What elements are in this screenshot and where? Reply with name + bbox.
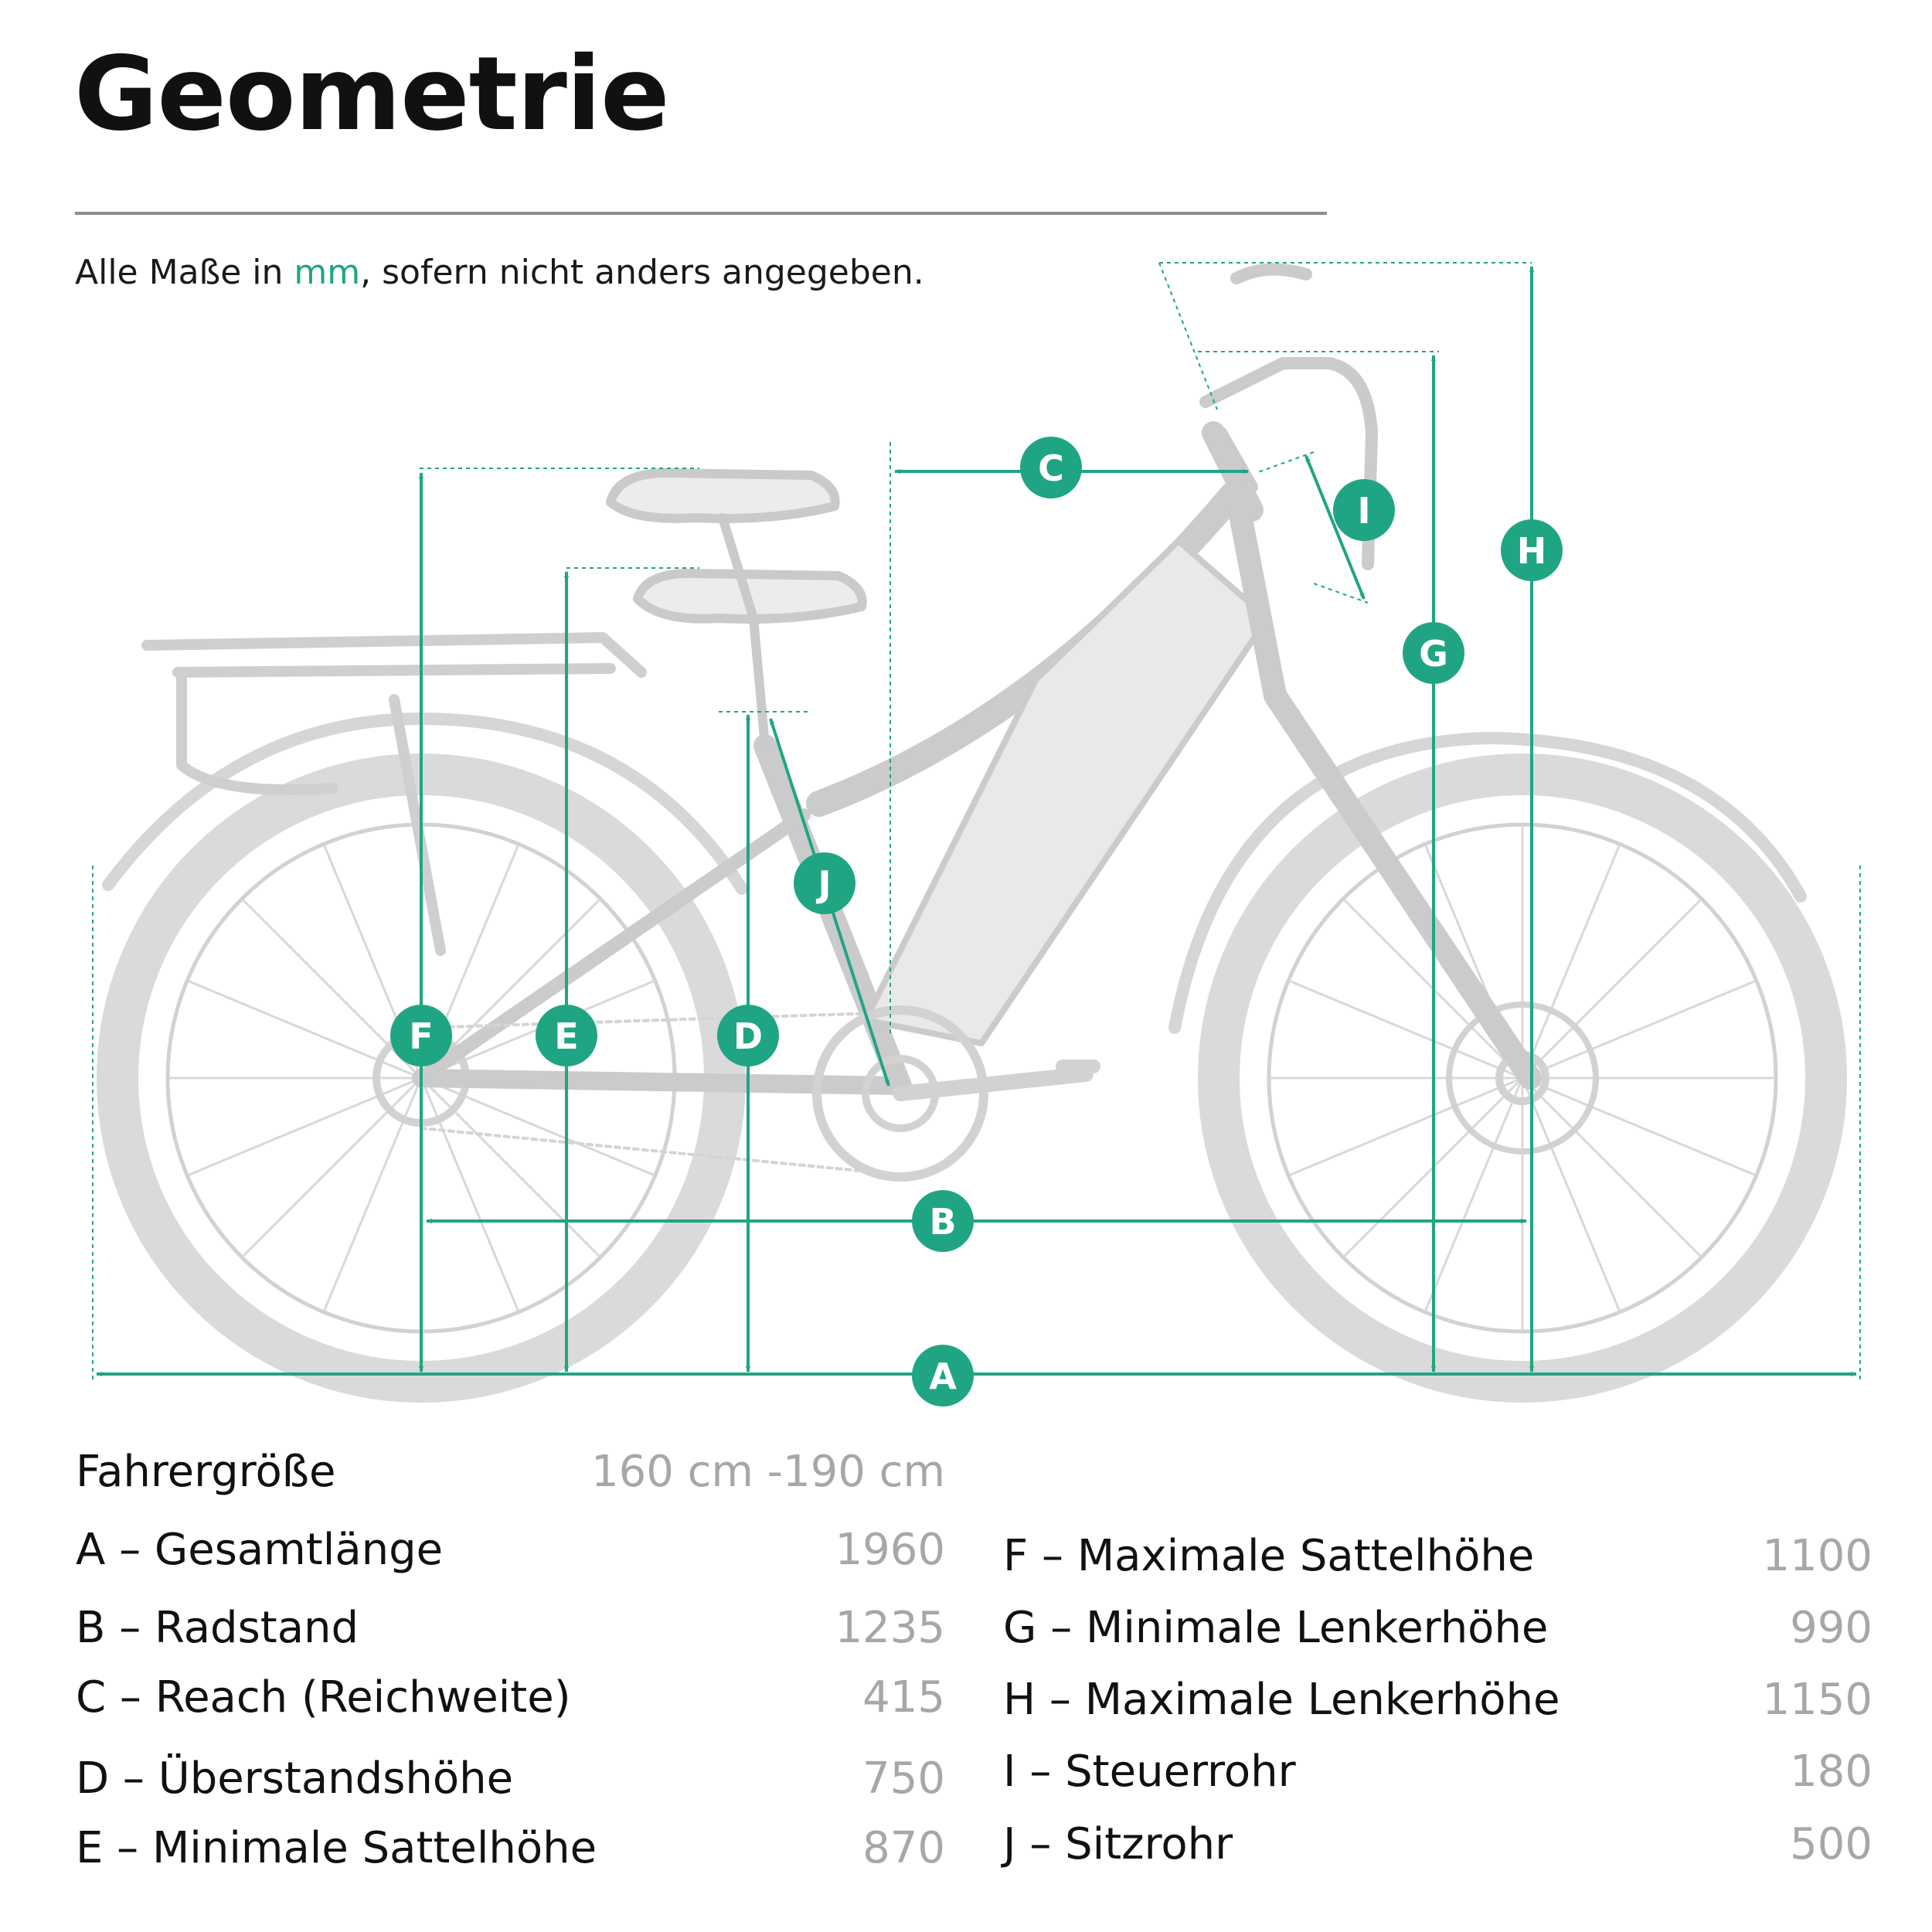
saddles xyxy=(611,473,862,746)
rider-size-label: Fahrergröße xyxy=(76,1447,336,1497)
spec-value-j: 500 xyxy=(1790,1819,1872,1869)
spec-value-f: 1100 xyxy=(1762,1531,1872,1581)
spec-label-e: E – Minimale Sattelhöhe xyxy=(76,1823,597,1873)
badge-d xyxy=(717,1005,779,1066)
spec-value-g: 990 xyxy=(1790,1603,1872,1653)
spec-value-d: 750 xyxy=(862,1753,945,1804)
rider-size-value: 160 cm -190 cm xyxy=(590,1447,945,1497)
badge-i xyxy=(1333,479,1395,541)
badge-f xyxy=(390,1005,452,1066)
spec-row-d xyxy=(76,1748,945,1810)
badge-e-label: E xyxy=(554,1015,579,1057)
spec-label-f: F – Maximale Sattelhöhe xyxy=(1003,1531,1535,1581)
spec-row-i xyxy=(1003,1741,1872,1803)
badge-j-label: J xyxy=(818,863,832,905)
spec-label-b: B – Radstand xyxy=(76,1603,359,1653)
badge-e xyxy=(536,1005,597,1066)
spec-row-f xyxy=(1003,1526,1872,1587)
badge-j xyxy=(794,852,855,914)
units-note-unit: mm xyxy=(294,253,361,292)
spec-value-i: 180 xyxy=(1790,1747,1872,1797)
badge-h xyxy=(1501,519,1563,581)
badge-c-label: C xyxy=(1038,447,1064,489)
spec-label-i: I – Steuerrohr xyxy=(1003,1747,1296,1797)
badge-b xyxy=(912,1190,974,1252)
spec-value-b: 1235 xyxy=(835,1603,945,1653)
spec-row-h xyxy=(1003,1669,1872,1731)
spec-row-b xyxy=(76,1597,945,1659)
spec-row-j xyxy=(1003,1814,1872,1876)
spec-value-e: 870 xyxy=(862,1823,945,1873)
badge-i-label: I xyxy=(1357,490,1371,532)
spec-label-d: D – Überstandshöhe xyxy=(76,1753,514,1804)
badge-g xyxy=(1403,622,1464,684)
spec-label-h: H – Maximale Lenkerhöhe xyxy=(1003,1675,1560,1725)
spec-label-j: J – Sitzrohr xyxy=(1003,1819,1233,1869)
spec-row-g xyxy=(1003,1597,1872,1659)
spec-value-h: 1150 xyxy=(1762,1675,1872,1725)
spec-label-g: G – Minimale Lenkerhöhe xyxy=(1003,1603,1549,1653)
spec-row-a xyxy=(76,1519,945,1581)
badge-b-label: B xyxy=(929,1201,957,1243)
badge-d-label: D xyxy=(733,1015,764,1057)
badge-a-label: A xyxy=(929,1355,957,1397)
badge-g-label: G xyxy=(1419,633,1448,675)
spec-value-c: 415 xyxy=(862,1672,945,1723)
units-note-prefix: Alle Maße in xyxy=(75,253,294,292)
spec-row-c xyxy=(76,1667,945,1729)
spec-row-e xyxy=(76,1818,945,1879)
badge-c xyxy=(1020,437,1082,498)
spec-label-c: C – Reach (Reichweite) xyxy=(76,1672,571,1723)
badge-a xyxy=(912,1345,974,1406)
page-title: Geometrie xyxy=(74,35,669,154)
spec-value-a: 1960 xyxy=(835,1525,945,1575)
rider-size-row xyxy=(76,1441,945,1503)
badge-h-label: H xyxy=(1516,530,1547,572)
units-note-suffix: , sofern nicht anders angegeben. xyxy=(360,253,924,292)
spec-label-a: A – Gesamtlänge xyxy=(76,1525,444,1575)
badge-f-label: F xyxy=(409,1015,434,1057)
